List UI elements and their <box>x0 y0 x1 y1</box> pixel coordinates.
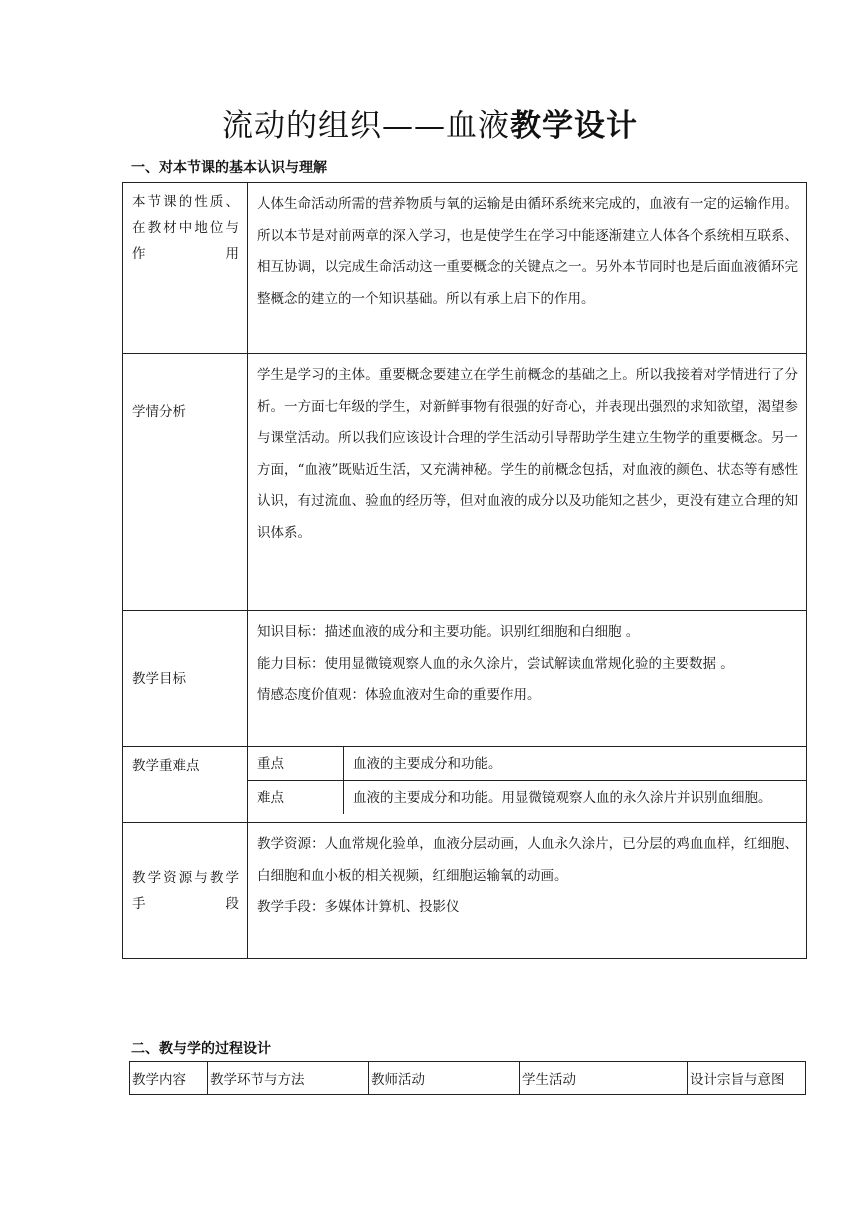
key-point-value: 血液的主要成分和功能。 <box>353 756 502 772</box>
row-content-key-points <box>248 747 807 823</box>
key-points-table <box>248 747 806 814</box>
table-row <box>123 354 807 611</box>
key-point-label: 重点 <box>248 747 344 781</box>
paragraph: 学生是学习的主体。重要概念要建立在学生前概念的基础之上。所以我接着对学情进行了分析。一方面七年级的学生，对新鲜事物有很强的好奇心，并表现出强烈的求知欲望，渴望参与课堂活动。所以我们应该设计合理的学生活动引导帮助学生建立生物学的重要概念。另一方面，“血液”既贴近生活，又充满神秘。学生的前概念包括，对血液的颜色、状态等有感性认识，有过流血、验血的经历等，但对血液的成分以及功能知之甚少，更没有建立合理的知识体系。 <box>257 367 798 541</box>
table-row <box>123 747 807 823</box>
table-header-row <box>130 1062 806 1095</box>
column-header: 学生活动 <box>520 1062 688 1095</box>
difficult-point-label: 难点 <box>248 781 344 815</box>
row-label-position: 本节课的性质、在教材中地位与作用 <box>123 183 248 354</box>
column-header: 教学内容 <box>130 1062 208 1095</box>
key-point-row <box>248 747 806 781</box>
paragraph: 人体生命活动所需的营养物质与氧的运输是由循环系统来完成的，血液有一定的运输作用。所以本节是对前两章的深入学习，也是使学生在学习中能逐渐建立人体各个系统相互联系、相互协调，以完成生命活动这一重要概念的关键点之一。另外本节同时也是后面血液循环完整概念的建立的一个知识基础。所以有承上启下的作用。 <box>257 196 798 307</box>
row-label-student-analysis: 学情分析 <box>123 354 248 611</box>
goal-ability: 能力目标：使用显微镜观察人血的永久涂片，尝试解读血常规化验的主要数据 。 <box>257 655 734 672</box>
title-bold: 教学设计 <box>510 108 638 144</box>
column-header: 教学环节与方法 <box>208 1062 369 1095</box>
row-content-resources <box>248 823 807 959</box>
difficult-point-row <box>248 781 806 815</box>
row-label-key-points: 教学重难点 <box>123 747 248 823</box>
row-label-goals: 教学目标 <box>123 611 248 747</box>
goal-knowledge: 知识目标：描述血液的成分和主要功能。识别红细胞和白细胞 。 <box>257 624 640 640</box>
table-row <box>123 823 807 959</box>
understanding-table <box>122 182 807 959</box>
column-header: 教师活动 <box>369 1062 520 1095</box>
section-1-heading: 一、对本节课的基本认识与理解 <box>131 160 327 176</box>
difficult-point-value: 血液的主要成分和功能。用显微镜观察人血的永久涂片并识别血细胞。 <box>344 781 807 815</box>
row-content-position <box>248 183 807 354</box>
document-title <box>0 104 860 148</box>
row-label-resources: 教学资源与教学手段 <box>123 823 248 959</box>
goal-attitude: 情感态度价值观：体验血液对生命的重要作用。 <box>257 687 541 703</box>
process-table <box>129 1061 806 1095</box>
table-row <box>123 183 807 354</box>
resources-paragraph: 教学资源：人血常规化验单，血液分层动画，人血永久涂片，已分层的鸡血血样，红细胞、白细胞和血小板的相关视频，红细胞运输氧的动画。 <box>257 836 798 884</box>
row-content-goals <box>248 611 807 747</box>
table-row <box>123 611 807 747</box>
column-header: 设计宗旨与意图 <box>688 1062 806 1095</box>
section-2-heading: 二、教与学的过程设计 <box>131 1041 271 1057</box>
title-main: 流动的组织——血液 <box>222 108 510 144</box>
means-paragraph: 教学手段：多媒体计算机、投影仪 <box>257 899 460 915</box>
row-content-student-analysis <box>248 354 807 611</box>
